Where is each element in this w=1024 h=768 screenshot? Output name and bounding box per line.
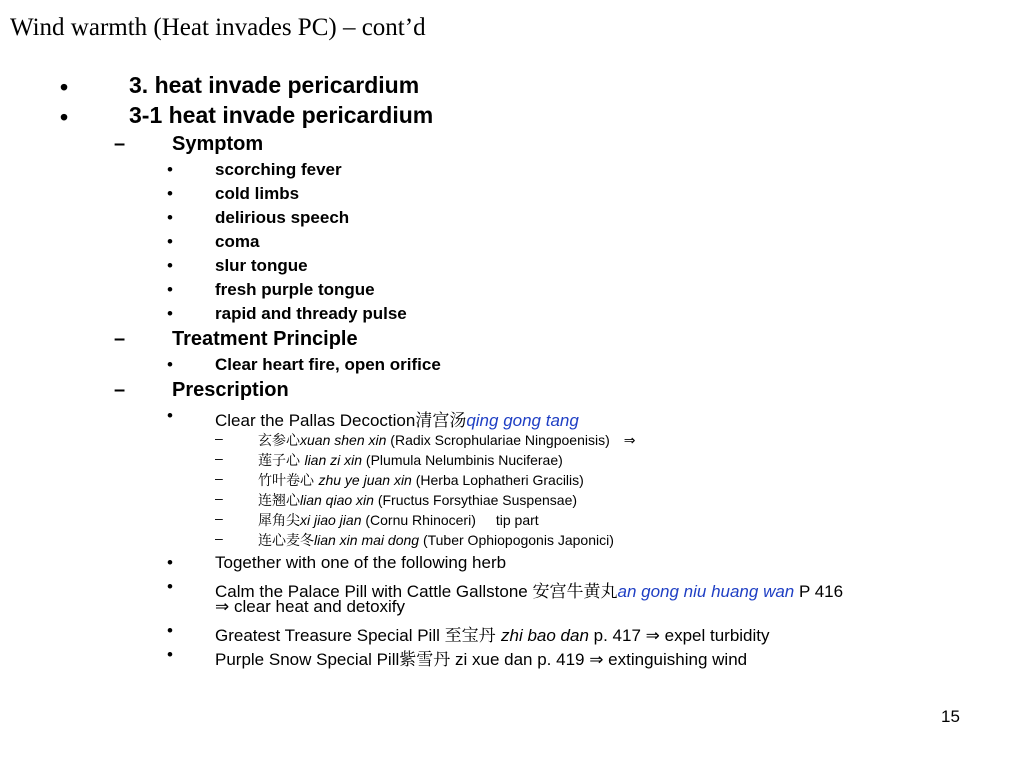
herb-latin: (Radix Scrophulariae Ningpoenisis)	[386, 432, 610, 448]
calm-pill-name: Calm the Palace Pill with Cattle Gallstone	[215, 582, 533, 601]
arrow-icon: ⇒	[623, 432, 636, 448]
greatest-pill-effect: expel turbidity	[659, 626, 770, 645]
bullet-icon: •	[167, 184, 173, 203]
bullet-icon: •	[167, 621, 173, 640]
page-number: 15	[941, 707, 960, 726]
symptom-item: delirious speech	[215, 208, 350, 227]
bullet-icon: •	[167, 256, 173, 275]
greatest-pill-chinese: 至宝丹	[444, 626, 502, 646]
arrow-icon: ⇒	[215, 597, 230, 616]
symptom-heading: Symptom	[172, 133, 264, 155]
herb-latin: (Fructus Forsythiae Suspensae)	[373, 492, 578, 508]
bullet-icon: •	[167, 160, 173, 179]
herb-latin: (Tuber Ophiopogonis Japonici)	[419, 532, 614, 548]
arrow-icon: ⇒	[645, 626, 660, 645]
symptom-item: slur tongue	[215, 256, 308, 275]
herb-chinese: 犀角尖	[258, 513, 300, 529]
symptom-item: fresh purple tongue	[215, 280, 375, 299]
greatest-pill-pinyin: zhi bao dan	[501, 626, 589, 645]
greatest-pill-page: p. 417	[588, 626, 646, 645]
bullet-icon: •	[167, 645, 173, 664]
dash-icon: –	[215, 450, 223, 466]
purple-pill-line	[215, 645, 747, 670]
herb-chinese: 玄参心	[258, 433, 300, 449]
treatment-heading: Treatment Principle	[172, 328, 358, 350]
herb-line	[258, 490, 577, 510]
herb-latin: (Plumula Nelumbinis Nuciferae)	[362, 452, 563, 468]
herb-chinese: 莲子心	[258, 453, 305, 469]
herb-pinyin: xi jiao jian	[300, 512, 362, 528]
herb-latin: (Herba Lophatheri Gracilis)	[411, 472, 584, 488]
purple-pill-effect: extinguishing wind	[603, 650, 748, 669]
calm-pill-effect: clear heat and detoxify	[229, 597, 406, 616]
herb-chinese: 连翘心	[258, 493, 300, 509]
bullet-icon: •	[167, 355, 173, 374]
symptom-item: coma	[215, 232, 260, 251]
symptom-item: rapid and thready pulse	[215, 304, 407, 323]
dash-icon: –	[215, 430, 223, 446]
herb-pinyin: lian zi xin	[304, 452, 363, 468]
dash-icon: –	[114, 379, 126, 401]
herb-latin: (Cornu Rhinoceri)	[361, 512, 476, 528]
dash-icon: –	[215, 490, 223, 506]
herb-line	[258, 470, 584, 490]
herb-line	[258, 430, 635, 450]
slide-title: Wind warmth (Heat invades PC) – cont’d	[10, 14, 426, 41]
heading-main: 3. heat invade pericardium	[129, 72, 420, 98]
herb-chinese: 连心麦冬	[258, 533, 314, 549]
herb-line	[258, 450, 563, 470]
herb-note: tip part	[495, 512, 539, 528]
prescription-heading: Prescription	[172, 379, 289, 401]
bullet-icon: •	[167, 208, 173, 227]
decoction-line	[215, 406, 579, 431]
bullet-icon: •	[167, 577, 173, 596]
decoction-name: Clear the Pallas Decoction	[215, 411, 416, 430]
bullet-icon: •	[60, 74, 69, 100]
greatest-pill-name: Greatest Treasure Special Pill	[215, 626, 445, 645]
bullet-icon: •	[167, 304, 173, 323]
symptom-item: scorching fever	[215, 160, 342, 179]
purple-pill-name: Purple Snow Special Pill	[215, 650, 400, 669]
bullet-icon: •	[167, 553, 173, 572]
calm-pill-chinese: 安宫牛黄丸	[532, 582, 618, 602]
bullet-icon: •	[167, 280, 173, 299]
bullet-icon: •	[167, 406, 173, 425]
dash-icon: –	[215, 510, 223, 526]
dash-icon: –	[114, 133, 126, 155]
herb-chinese: 竹叶卷心	[258, 473, 319, 489]
together-line: Together with one of the following herb	[215, 553, 507, 572]
herb-pinyin: lian xin mai dong	[314, 532, 420, 548]
bullet-icon: •	[167, 232, 173, 251]
calm-pill-effect-line	[215, 597, 405, 617]
decoction-chinese: 清宫汤	[415, 411, 467, 431]
heading-sub: 3-1 heat invade pericardium	[129, 102, 434, 128]
greatest-pill-line	[215, 621, 770, 646]
arrow-icon: ⇒	[589, 650, 604, 669]
herb-pinyin: lian qiao xin	[300, 492, 374, 508]
bullet-icon: •	[60, 104, 69, 130]
calm-pill-pinyin: an gong niu huang wan	[617, 582, 795, 601]
herb-line	[258, 510, 539, 530]
symptom-item: cold limbs	[215, 184, 300, 203]
dash-icon: –	[114, 328, 126, 350]
decoction-pinyin: qing gong tang	[466, 411, 579, 430]
dash-icon: –	[215, 530, 223, 546]
herb-pinyin: zhu ye juan xin	[318, 472, 412, 488]
dash-icon: –	[215, 470, 223, 486]
herb-line	[258, 530, 614, 550]
purple-pill-chinese: 紫雪丹	[399, 650, 451, 670]
treatment-item: Clear heart fire, open orifice	[215, 355, 441, 374]
calm-pill-page: P 416	[794, 582, 844, 601]
herb-pinyin: xuan shen xin	[300, 432, 387, 448]
purple-pill-rest: zi xue dan p. 419	[450, 650, 590, 669]
